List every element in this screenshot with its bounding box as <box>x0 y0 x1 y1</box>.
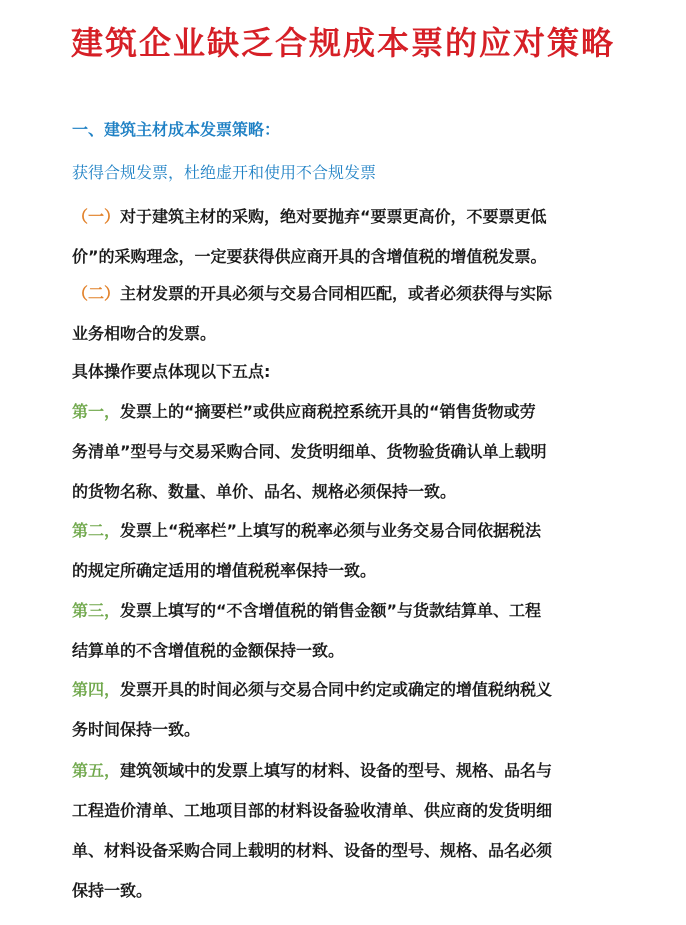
item-2-text: 主材发票的开具必须与交易合同相匹配，或者必须获得与实际 业务相吻合的发票。 <box>72 284 553 343</box>
point-1 <box>72 392 632 512</box>
item-1 <box>72 197 632 277</box>
section-heading: 一、建筑主材成本发票策略： <box>72 120 281 139</box>
point-4-prefix: 第四， <box>72 680 121 699</box>
item-1-text: 对于建筑主材的采购，绝对要抛弃“要票更高价，不要票更低 价”的采购理念，一定要获得供应商开具的含增值税的增值税发票。 <box>72 207 547 266</box>
point-3 <box>72 591 632 671</box>
point-3-text: 发票上填写的“不含增值税的销售金额”与货款结算单、工程 结算单的不含增值税的金额保持一致。 <box>72 601 542 660</box>
sub-heading: 获得合规发票，杜绝虚开和使用不合规发票 <box>72 163 377 182</box>
point-1-text: 发票上的“摘要栏”或供应商税控系统开具的“销售货物或劳 务清单”型号与交易采购合同、发货明细单、货物验货确认单上载明 的货物名称、数量、单价、品名、规格必须保持一致。 <box>72 402 547 501</box>
point-5-prefix: 第五， <box>72 761 121 780</box>
item-2-prefix: （二） <box>72 284 121 303</box>
point-3-prefix: 第三， <box>72 601 121 620</box>
point-2-text: 发票上“税率栏”上填写的税率必须与业务交易合同依据税法 的规定所确定适用的增值税税率保持一致。 <box>72 521 542 580</box>
point-2-prefix: 第二， <box>72 521 121 540</box>
item-1-prefix: （一） <box>72 207 121 226</box>
document-title: 建筑企业缺乏合规成本票的应对策略 <box>70 24 615 62</box>
intro-text: 具体操作要点体现以下五点: <box>72 362 271 381</box>
point-4-text: 发票开具的时间必须与交易合同中约定或确定的增值税纳税义 务时间保持一致。 <box>72 680 553 739</box>
point-2 <box>72 511 632 591</box>
point-5 <box>72 751 632 911</box>
point-1-prefix: 第一， <box>72 402 121 421</box>
item-2 <box>72 274 632 354</box>
point-4 <box>72 670 632 750</box>
point-5-text: 建筑领域中的发票上填写的材料、设备的型号、规格、品名与 工程造价清单、工地项目部的材料设备验收清单、供应商的发货明细 单、材料设备采购合同上载明的材料、设备的型号、规格、品名必须 保持一致。 <box>72 761 553 900</box>
